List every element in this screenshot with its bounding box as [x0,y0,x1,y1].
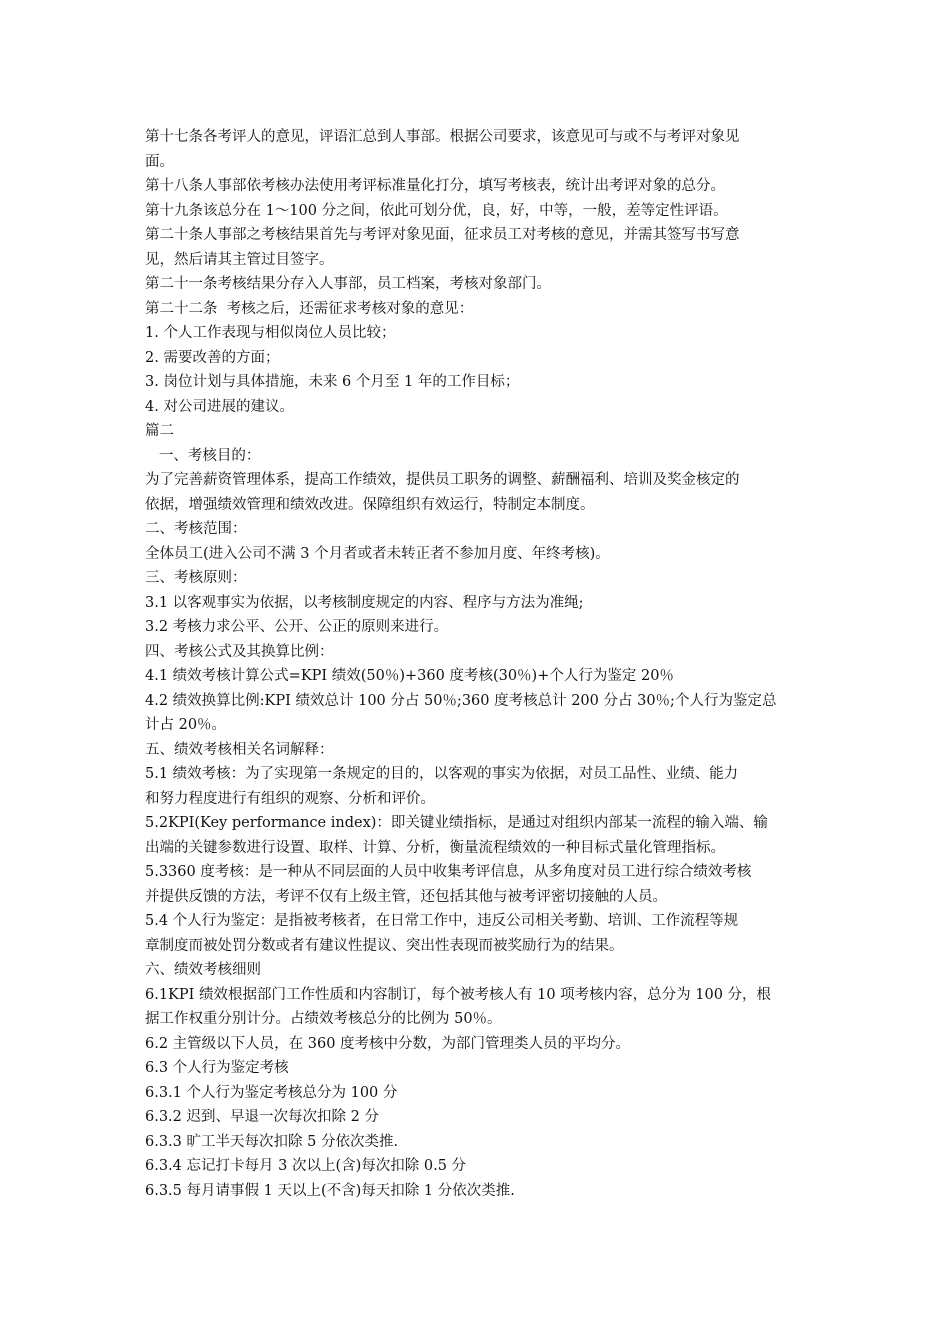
text-line: 第十九条该总分在 1～100 分之间，依此可划分优，良，好，中等，一般，差等定性评语。 [145,202,728,219]
text-line: 4. 对公司进展的建议。 [145,398,294,415]
text-line: 1. 个人工作表现与相似岗位人员比较； [145,325,396,341]
text-line: 5.2KPI(Key performance index)：即关键业绩指标，是通过对组织内部某一流程的输入端、输 [145,815,768,831]
text-line: 二、考核范围： [145,521,247,537]
text-line: 4.1 绩效考核计算公式=KPI 绩效(50％)+360 度考核(30％)+个人行为鉴定 20％ [145,668,674,684]
text-line: 6.3.3 旷工半天每次扣除 5 分依次类推. [145,1133,399,1150]
text-line: 第二十条人事部之考核结果首先与考评对象见面，征求员工对考核的意见，并需其签写书写意 [145,227,740,243]
text-line: 3.1 以客观事实为依据，以考核制度规定的内容、程序与方法为准绳; [145,594,584,611]
text-line: 计占 20％。 [145,717,227,733]
text-line: 6.2 主管级以下人员，在 360 度考核中分数，为部门管理类人员的平均分。 [145,1035,631,1052]
document-body [145,125,805,1203]
text-line: 为了完善薪资管理体系，提高工作绩效，提供员工职务的调整、薪酬福利、培训及奖金核定的 [145,472,740,488]
text-line: 6.3 个人行为鉴定考核 [145,1060,289,1076]
text-line: 第二十二条 考核之后，还需征求考核对象的意见： [145,300,474,317]
text-line: 6.1KPI 绩效根据部门工作性质和内容制订，每个被考核人有 10 项考核内容，总分为 100 分，根 [145,986,772,1003]
text-line: 6.3.5 每月请事假 1 天以上(不含)每天扣除 1 分依次类推. [145,1182,515,1199]
text-line: 篇二 [145,423,174,439]
text-line: 并提供反馈的方法，考评不仅有上级主管，还包括其他与被考评密切接触的人员。 [145,888,667,905]
text-line: 五、绩效考核相关名词解释： [145,741,334,758]
text-line: 六、绩效考核细则 [145,962,261,978]
text-line: 出端的关键参数进行设置、取样、计算、分析，衡量流程绩效的一种目标式量化管理指标。 [145,839,725,856]
text-line: 章制度而被处罚分数或者有建议性提议、突出性表现而被奖励行为的结果。 [145,937,624,954]
text-line: 5.1 绩效考核：为了实现第一条规定的目的，以客观的事实为依据，对员工品性、业绩、能力 [145,766,739,782]
text-line: 见，然后请其主管过目签字。 [145,251,334,268]
text-line: 4.2 绩效换算比例:KPI 绩效总计 100 分占 50％;360 度考核总计 200 分占 30％;个人行为鉴定总 [145,692,777,709]
text-line: 5.4 个人行为鉴定：是指被考核者，在日常工作中，违反公司相关考勤、培训、工作流程等规 [145,913,739,929]
text-line: 3.2 考核力求公平、公开、公正的原则来进行。 [145,619,449,635]
text-line: 5.3360 度考核：是一种从不同层面的人员中收集考评信息，从多角度对员工进行综合绩效考核 [145,864,752,880]
text-line: 6.3.1 个人行为鉴定考核总分为 100 分 [145,1084,398,1101]
text-line: 2. 需要改善的方面； [145,349,280,366]
text-line: 第十八条人事部依考核办法使用考评标准量化打分，填写考核表，统计出考评对象的总分。 [145,178,725,194]
text-line: 6.3.2 迟到、早退一次每次扣除 2 分 [145,1109,379,1125]
text-line: 第十七条各考评人的意见，评语汇总到人事部。根据公司要求，该意见可与或不与考评对象见 [145,129,740,145]
text-line: 一、考核目的： [145,447,261,464]
text-line: 依据，增强绩效管理和绩效改进。保障组织有效运行，特制定本制度。 [145,496,595,513]
text-line: 面。 [145,153,174,170]
text-line: 三、考核原则： [145,570,247,586]
text-line: 6.3.4 忘记打卡每月 3 次以上(含)每次扣除 0.5 分 [145,1158,467,1174]
text-line: 第二十一条考核结果分存入人事部，员工档案，考核对象部门。 [145,276,551,292]
text-line: 据工作权重分别计分。占绩效考核总分的比例为 50％。 [145,1011,502,1027]
text-line: 3. 岗位计划与具体措施，未来 6 个月至 1 年的工作目标； [145,374,520,390]
text-line: 全体员工(进入公司不满 3 个月者或者未转正者不参加月度、年终考核)。 [145,545,610,562]
text-line: 四、考核公式及其换算比例： [145,643,334,660]
text-line: 和努力程度进行有组织的观察、分析和评价。 [145,790,435,807]
